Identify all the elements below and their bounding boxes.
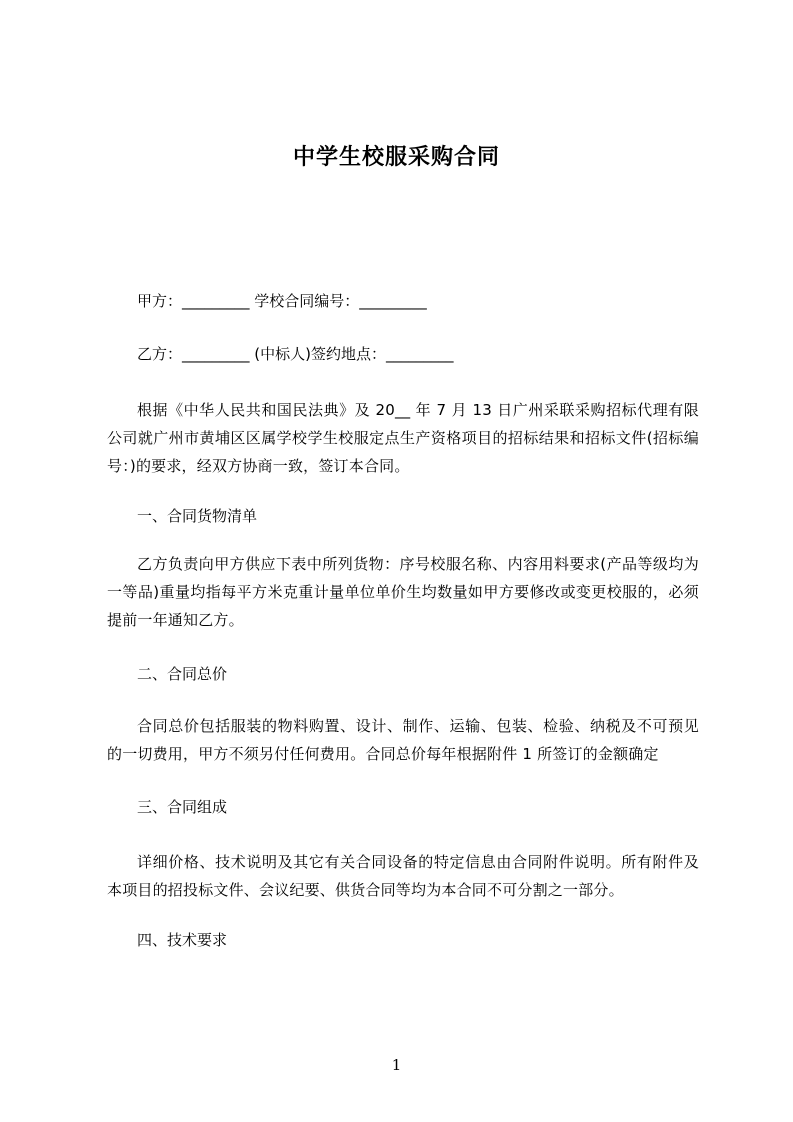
party-b-line: 乙方：_________ (中标人)签约地点：_________ [137, 345, 454, 363]
section-text-total-price: 合同总价包括服装的物料购置、设计、制作、运输、包装、检验、纳税及不可预见的一切费用，甲方不须另付任何费用。合同总价每年根据附件 1 所签订的金额确定 [107, 717, 699, 763]
section-text-contract-composition: 详细价格、技术说明及其它有关合同设备的特定信息由合同附件说明。所有附件及本项目的招投标文件、会议纪要、供货合同等均为本合同不可分割之一部分。 [107, 853, 699, 899]
intro-paragraph: 根据《中华人民共和国民法典》及 20__ 年 7 月 13 日广州采联采购招标代理有限公司就广州市黄埔区区属学校学生校服定点生产资格项目的招标结果和招标文件(招标编号：)的要求，经双方协商一致，签订本合同。 [107, 401, 699, 475]
section-text-goods-list: 乙方负责向甲方供应下表中所列货物：序号校服名称、内容用料要求(产品等级均为一等品)重量均指每平方米克重计量单位单价生均数量如甲方要修改或变更校服的，必须提前一年通知乙方。 [107, 555, 699, 629]
page-number: 1 [391, 1056, 402, 1074]
section-heading-goods-list: 一、合同货物清单 [137, 507, 258, 525]
page-title: 中学生校服采购合同 [292, 145, 500, 170]
party-a-line: 甲方：_________ 学校合同编号：_________ [137, 292, 427, 310]
section-heading-contract-composition: 三、合同组成 [137, 798, 228, 816]
section-heading-technical-requirements: 四、技术要求 [137, 931, 228, 949]
section-heading-total-price: 二、合同总价 [137, 665, 228, 683]
